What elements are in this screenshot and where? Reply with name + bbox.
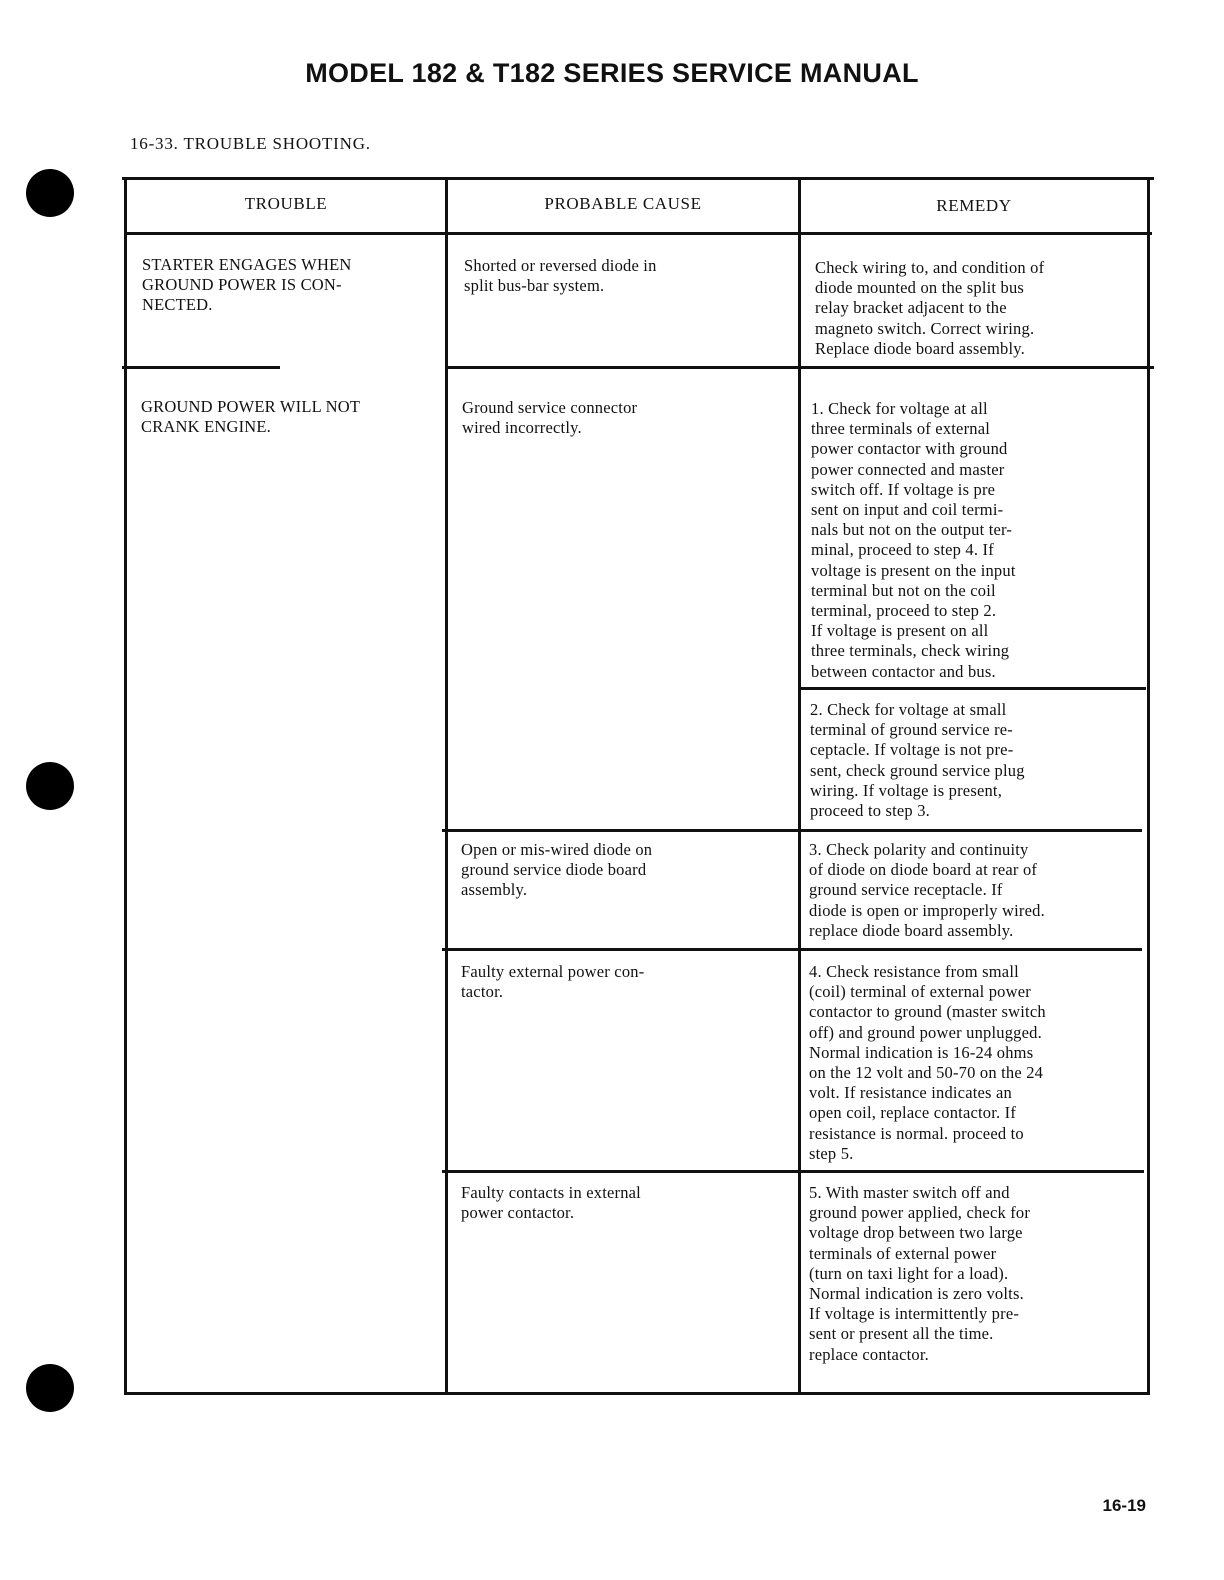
header-divider xyxy=(124,232,1152,235)
cause-divider xyxy=(442,948,1142,951)
column-header-probable-cause: PROBABLE CAUSE xyxy=(544,194,702,213)
table-border-left xyxy=(124,177,127,1395)
remedy-cell: 4. Check resistance from small (coil) terminal of external power contactor to ground (master switch off) and ground power unplugged. Normal indication is 16-24 ohms on the 12 volt and 50-70 on the 24 volt. If resistance indicates an open coil, replace contactor. If resistance is normal. proceed to step 5. xyxy=(809,962,1046,1163)
row-divider xyxy=(122,366,280,369)
cause-cell: Ground service connector wired incorrectly. xyxy=(462,398,638,438)
remedy-cell: Check wiring to, and condition of diode mounted on the split bus relay bracket adjacent to the magneto switch. Correct wiring. Replace diode board assembly. xyxy=(815,258,1045,358)
column-divider xyxy=(798,177,801,1395)
page-title: MODEL 182 & T182 SERIES SERVICE MANUAL xyxy=(305,58,919,88)
table-border-top xyxy=(122,177,1154,180)
cause-cell: Shorted or reversed diode in split bus-bar system. xyxy=(464,256,657,296)
remedy-cell: 2. Check for voltage at small terminal of ground service re- ceptacle. If voltage is not pre- sent, check ground service plug wiring. If voltage is present, proceed to step 3. xyxy=(810,700,1025,821)
trouble-cell: GROUND POWER WILL NOT CRANK ENGINE. xyxy=(141,397,361,437)
column-header-remedy: REMEDY xyxy=(936,196,1012,215)
page-number: 16-19 xyxy=(1102,1496,1146,1515)
punch-hole-top xyxy=(26,169,74,217)
column-divider xyxy=(445,177,448,1395)
table-border-bottom xyxy=(124,1392,1148,1395)
remedy-cell: 3. Check polarity and continuity of diode on diode board at rear of ground service receptacle. If diode is open or improperly wired. replace diode board assembly. xyxy=(809,840,1045,940)
remedy-divider xyxy=(798,687,1146,690)
remedy-cell: 5. With master switch off and ground power applied, check for voltage drop between two large terminals of external power (turn on taxi light for a load). Normal indication is zero volts. If voltage is intermittently pre- sent or present all the time. replace contactor. xyxy=(809,1183,1031,1364)
cause-divider xyxy=(442,1170,1144,1173)
cause-cell: Faulty external power con- tactor. xyxy=(461,962,645,1002)
cause-divider xyxy=(442,829,1142,832)
punch-hole-middle xyxy=(26,762,74,810)
cause-cell: Open or mis-wired diode on ground service diode board assembly. xyxy=(461,840,653,900)
section-heading: 16-33. TROUBLE SHOOTING. xyxy=(130,134,371,153)
trouble-cell: STARTER ENGAGES WHEN GROUND POWER IS CON- NECTED. xyxy=(142,255,352,315)
punch-hole-bottom xyxy=(26,1364,74,1412)
cause-cell: Faulty contacts in external power contactor. xyxy=(461,1183,641,1223)
table-border-right xyxy=(1147,177,1150,1395)
column-header-trouble: TROUBLE xyxy=(244,194,328,213)
remedy-cell: 1. Check for voltage at all three terminals of external power contactor with ground power connected and master switch off. If voltage is pre sent on input and coil termi- nals but not on the output ter- minal, proceed to step 4. If voltage is present on the input terminal but not on the coil terminal, proceed to step 2. If voltage is present on all three terminals, check wiring between contactor and bus. xyxy=(811,399,1016,681)
